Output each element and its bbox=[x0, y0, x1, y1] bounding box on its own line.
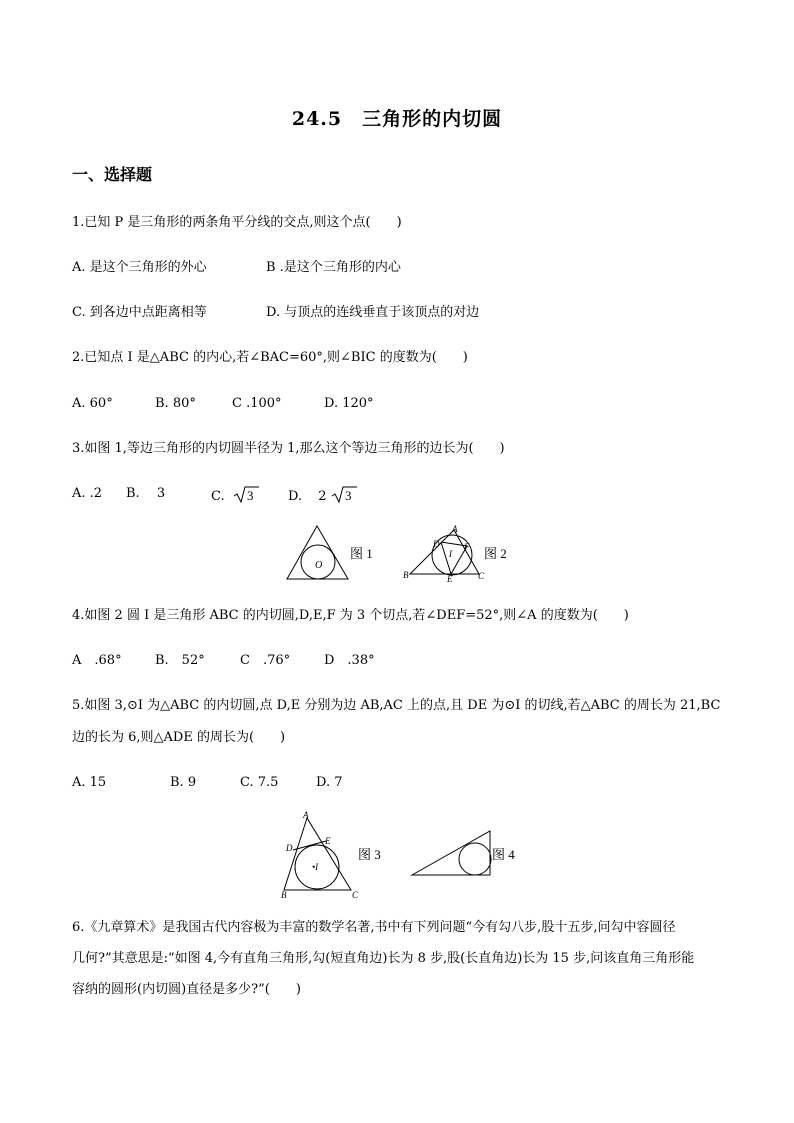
figure-3-diagram bbox=[281, 810, 359, 900]
q5-option-d: D. 7 bbox=[316, 775, 343, 790]
q2-option-d: D. 120° bbox=[324, 396, 374, 411]
sqrt-icon bbox=[331, 486, 357, 504]
q3-option-d-label: D. bbox=[288, 489, 303, 504]
fig2-label-a: A bbox=[452, 524, 458, 534]
q1-option-a: A. 是这个三角形的外心 bbox=[72, 260, 207, 275]
q1-option-c: C. 到各边中点距离相等 bbox=[72, 305, 207, 320]
q3-option-d bbox=[288, 486, 357, 505]
q4-option-d: D .38° bbox=[324, 653, 375, 668]
fig3-label-b: B bbox=[281, 890, 287, 900]
fig2-label-i: I bbox=[449, 549, 452, 559]
q3-stem: 3.如图 1,等边三角形的内切圆半径为 1,那么这个等边三角形的边长为( ) bbox=[72, 441, 505, 456]
fig2-label-c: C bbox=[478, 571, 485, 581]
figures-1-2 bbox=[0, 522, 794, 592]
q4-stem: 4.如图 2 圆 I 是三角形 ABC 的内切圆,D,E,F 为 3 个切点,若∠DEF=52°,则∠A 的度数为( ) bbox=[72, 608, 629, 623]
q3-option-c-value: 3 bbox=[246, 488, 254, 503]
fig3-label-e: E bbox=[325, 836, 331, 846]
q1-stem: 1.已知 P 是三角形的两条角平分线的交点,则这个点( ) bbox=[72, 215, 402, 230]
q2-option-b: B. 80° bbox=[155, 396, 196, 411]
q5-option-c: C. 7.5 bbox=[240, 775, 279, 790]
q6-stem-line1: 6.《九章算术》是我国古代内容极为丰富的数学名著,书中有下列问题“今有勾八步,股十五步,问勾中容圆径 bbox=[72, 920, 676, 935]
q1-option-b: B .是这个三角形的内心 bbox=[266, 260, 401, 275]
q4-option-b: B. 52° bbox=[155, 653, 205, 668]
q4-option-a: A .68° bbox=[72, 653, 122, 668]
q3-option-a: A. .2 bbox=[72, 486, 103, 501]
fig4-caption: 图 4 bbox=[492, 847, 515, 862]
q4-option-c: C .76° bbox=[240, 653, 291, 668]
fig1-center-label: O bbox=[315, 560, 323, 571]
fig2-label-f: F bbox=[464, 542, 470, 552]
q3-option-b: B. 3 bbox=[126, 486, 166, 501]
q6-stem-line3: 容纳的圆形(内切圆)直径是多少?”( ) bbox=[72, 982, 301, 997]
q2-option-c: C .100° bbox=[232, 396, 282, 411]
fig2-label-e: E bbox=[447, 574, 453, 584]
q3-option-d-coef: 2 bbox=[318, 489, 327, 504]
fig1-caption: 图 1 bbox=[350, 546, 373, 561]
q3-option-c-label: C. bbox=[211, 489, 225, 504]
fig3-caption: 图 3 bbox=[358, 847, 381, 862]
fig2-caption: 图 2 bbox=[484, 546, 507, 561]
q5-stem-line2: 边的长为 6,则△ADE 的周长为( ) bbox=[72, 730, 286, 745]
sqrt-icon bbox=[233, 486, 259, 504]
fig2-label-d: D bbox=[433, 539, 440, 549]
q3-option-d-value: 3 bbox=[344, 488, 352, 503]
fig3-label-a: A bbox=[303, 810, 309, 820]
fig3-label-d: D bbox=[286, 843, 293, 853]
figure-4-diagram bbox=[412, 831, 491, 875]
q5-option-b: B. 9 bbox=[170, 775, 197, 790]
q6-stem-line2: 几何?”其意思是:“如图 4,今有直角三角形,勾(短直角边)长为 8 步,股(长直角边)长为 15 步,问该直角三角形能 bbox=[72, 951, 695, 966]
section-heading: 一、选择题 bbox=[72, 165, 153, 184]
fig3-label-c: C bbox=[352, 890, 359, 900]
page-title: 24.5 三角形的内切圆 bbox=[291, 108, 503, 130]
q2-stem: 2.已知点 I 是△ABC 的内心,若∠BAC=60°,则∠BIC 的度数为( ) bbox=[72, 350, 468, 365]
figure-2-diagram bbox=[403, 524, 485, 584]
fig3-label-i: •I bbox=[312, 862, 319, 872]
q5-stem-line1: 5.如图 3,⊙I 为△ABC 的内切圆,点 D,E 分别为边 AB,AC 上的点,且 DE 为⊙I 的切线,若△ABC 的周长为 21,BC bbox=[72, 698, 721, 713]
q2-option-a: A. 60° bbox=[72, 396, 113, 411]
q5-option-a: A. 15 bbox=[72, 775, 107, 790]
fig2-label-b: B bbox=[403, 570, 409, 580]
q3-option-c bbox=[211, 486, 259, 505]
figures-3-4 bbox=[0, 810, 794, 900]
figure-1-diagram bbox=[287, 526, 348, 579]
q1-option-d: D. 与顶点的连线垂直于该顶点的对边 bbox=[266, 305, 480, 320]
